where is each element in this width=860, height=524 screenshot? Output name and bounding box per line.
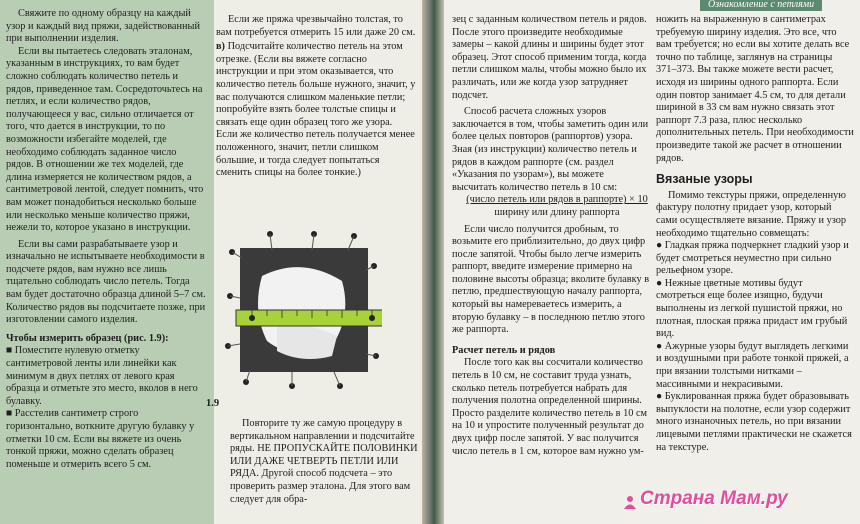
- list-item: ● Гладкая пряжа подчеркнет гладкий узор и будет смотреться неуместно при сильно рельефном узоре.: [656, 240, 849, 277]
- bullet-icon: ●: [656, 277, 665, 289]
- list-item: в) Подсчитайте количество петель на этом отрезке. (Если вы вяжете согласно инструкции и при этом оказывается, что количество петель больше нужного, значит, у вас получаются слишком маленькие петли; попробуйте взять более толстые спицы и связать еще один образец того же узора. Если же количество петель получается менее положенного, значит, петли слишком большие, и тогда следует попытаться сменить спицы на более тонкие.): [216, 41, 416, 179]
- figure-label: 1.9: [206, 398, 220, 409]
- section-heading: Вязаные узоры: [656, 172, 753, 187]
- bullet-icon: ●: [656, 391, 665, 403]
- left-column-2-bottom: [230, 418, 418, 506]
- section-heading: Расчет петель и рядов: [452, 344, 556, 356]
- list-item: ● Ажурные узоры будут выглядеть легкими и воздушными при работе тонкой пряжей, а при вязании толстыми нитками – массивными и некрасивыми.: [656, 340, 849, 390]
- paragraph: Повторите ту же самую процедуру в вертикальном направлении и подсчитайте ряды. НЕ ПРОПУСКАЙТЕ ПОЛОВИНКИ ИЛИ ДАЖЕ ЧЕТВЕРТЬ ПЕТЛИ ИЛИ РЯДА. Другой способ подсчета – это проверить размер эталона. Для этого вам следует для обра-: [230, 418, 418, 505]
- formula-numerator: (число петель или рядов в раппорте) × 10: [466, 194, 648, 206]
- list-marker: в): [216, 41, 225, 53]
- paragraph: ножить на выраженную в сантиметрах требуемую ширину изделия. Это все, что вам требуется; но если вы хотите делать все точно по таблице, заглянув на страницы 371–373. Вы также можете вести расчет, исходя из ширины одного раппорта. Если один повтор занимает 4.5 см, то для детали шириной в 33 см вам нужно связать этот раппорт 7.3 раза, плюс несколько дополнительных петель. При необходимости произведите такой же расчет в отношении рядов.: [656, 14, 854, 164]
- paragraph: После того как вы сосчитали количество петель в 10 см, не составит труда узнать, сколько петель потребуется набрать для получения полотна определенной ширины. Просто разделите количество петель в 10 см на 10 и упростите полученный результат до двух цифр после запятой. У вас получится число петель в 1 см, которое вам нужно ум-: [452, 357, 648, 457]
- running-header: Ознакомление с петлями: [700, 0, 822, 11]
- left-column-1: [6, 8, 206, 471]
- bullet-icon: ■: [6, 345, 15, 357]
- list-item: ■ Расстелив сантиметр строго горизонтально, воткните другую булавку у отметки 10 см. Если вы вяжете из очень тонкой пряжи, можно сделать образец поменьше и отмерить всего 5 см.: [6, 408, 195, 470]
- list-item: ● Буклированная пряжа будет образовывать выпуклости на полотне, если узор содержит много изнаночных петель, но при вязании лицевыми петлями практически не скажется на текстуре.: [656, 391, 852, 453]
- bullet-icon: ●: [656, 240, 665, 252]
- list-item: ■ Поместите нулевую отметку сантиметровой ленты или линейки как минимум в двух петлях от левого края образца и отметьте это место, вколов в него булавку.: [6, 345, 198, 407]
- list-item: ● Нежные цветные мотивы будут смотреться еще более изящно, будучи выполнены из легкой пушистой пряжи, но плотная, плоская пряжа придаст им грубый вид.: [656, 277, 848, 340]
- bullet-icon: ●: [656, 340, 665, 352]
- formula-denominator: ширину или длину раппорта: [494, 206, 620, 218]
- right-column-2: [656, 14, 854, 454]
- bullet-icon: ■: [6, 408, 15, 420]
- book-gutter: [422, 0, 444, 524]
- gauge-swatch-illustration: [222, 226, 382, 392]
- left-column-2: [216, 14, 416, 180]
- paragraph: Если же пряжа чрезвычайно толстая, то вам потребуется отмерить 15 или даже 20 см.: [216, 14, 416, 38]
- right-page: [444, 0, 860, 524]
- paragraph: Если вы пытаетесь следовать эталонам, указанным в инструкциях, то вам будет сложно соблюдать количество петель и рядов, приведенное там. Сосредоточьтесь на петлях, и если количество рядов, получающееся у вас, сильно отличается от того, что дается в инструкции, то по возможности избегайте моделей, где необходимо соблюдать заданное число рядов. В отношении же тех моделей, где длина измеряется не количеством рядов, а сантиметровой лентой, следует помнить, что вам может понадобиться несколько больше или несколько меньше количество пряжи, нежели то, которое указано в инструкции.: [6, 45, 204, 234]
- watermark-logo-icon: [622, 494, 638, 510]
- paragraph: Способ расчета сложных узоров заключается в том, чтобы заметить один или более целых повторов (раппортов) узора. Зная (из инструкции) количество петель и рядов в каждом раппорте (см. раздел «Указания по узорам»), вы можете высчитать количество петель в 10 см:: [452, 106, 649, 193]
- paragraph: Помимо текстуры пряжи, определенную фактуру полотну придает узор, который сами осуществляете вязание. Пряжу и узор необходимо тщательно совмещать:: [656, 189, 847, 239]
- paragraph: Свяжите по одному образцу на каждый узор и каждый вид пряжи, задействованный при выполнении изделия.: [6, 8, 200, 45]
- subheading: Чтобы измерить образец (рис. 1.9):: [6, 332, 169, 344]
- paragraph: зец с заданным количеством петель и рядов. После этого произведите необходимые замеры – какой длины и ширины будет этот образец. Этот способ применим тогда, когда петли слишком малы, чтобы можно было их различать, или же когда узор затрудняет подсчет.: [452, 14, 647, 101]
- watermark-text: Страна Мам.ру: [640, 488, 788, 509]
- left-page: [0, 0, 422, 524]
- right-column-1: [452, 14, 650, 458]
- paragraph: Если число получится дробным, то возьмите его приблизительно, до двух цифр после запятой. Чтобы было легче измерить раппорт, введите измерение примерно на половине высоты образца; вколите булавку в петлю, предшествующую началу раппорта, который вы намереваетесь измерить, а вторую булавку – в последнюю петлю этого же раппорта.: [452, 223, 650, 336]
- paragraph: Если вы сами разрабатываете узор и изначально не испытываете необходимости в подсчете рядов, вам нужно все лишь тщательно соблюдать число петель. Тогда вам будет достаточно образца длиной 5–7 см. Количество рядов вы подсчитаете позже, при изготовлении самого изделия.: [6, 238, 206, 326]
